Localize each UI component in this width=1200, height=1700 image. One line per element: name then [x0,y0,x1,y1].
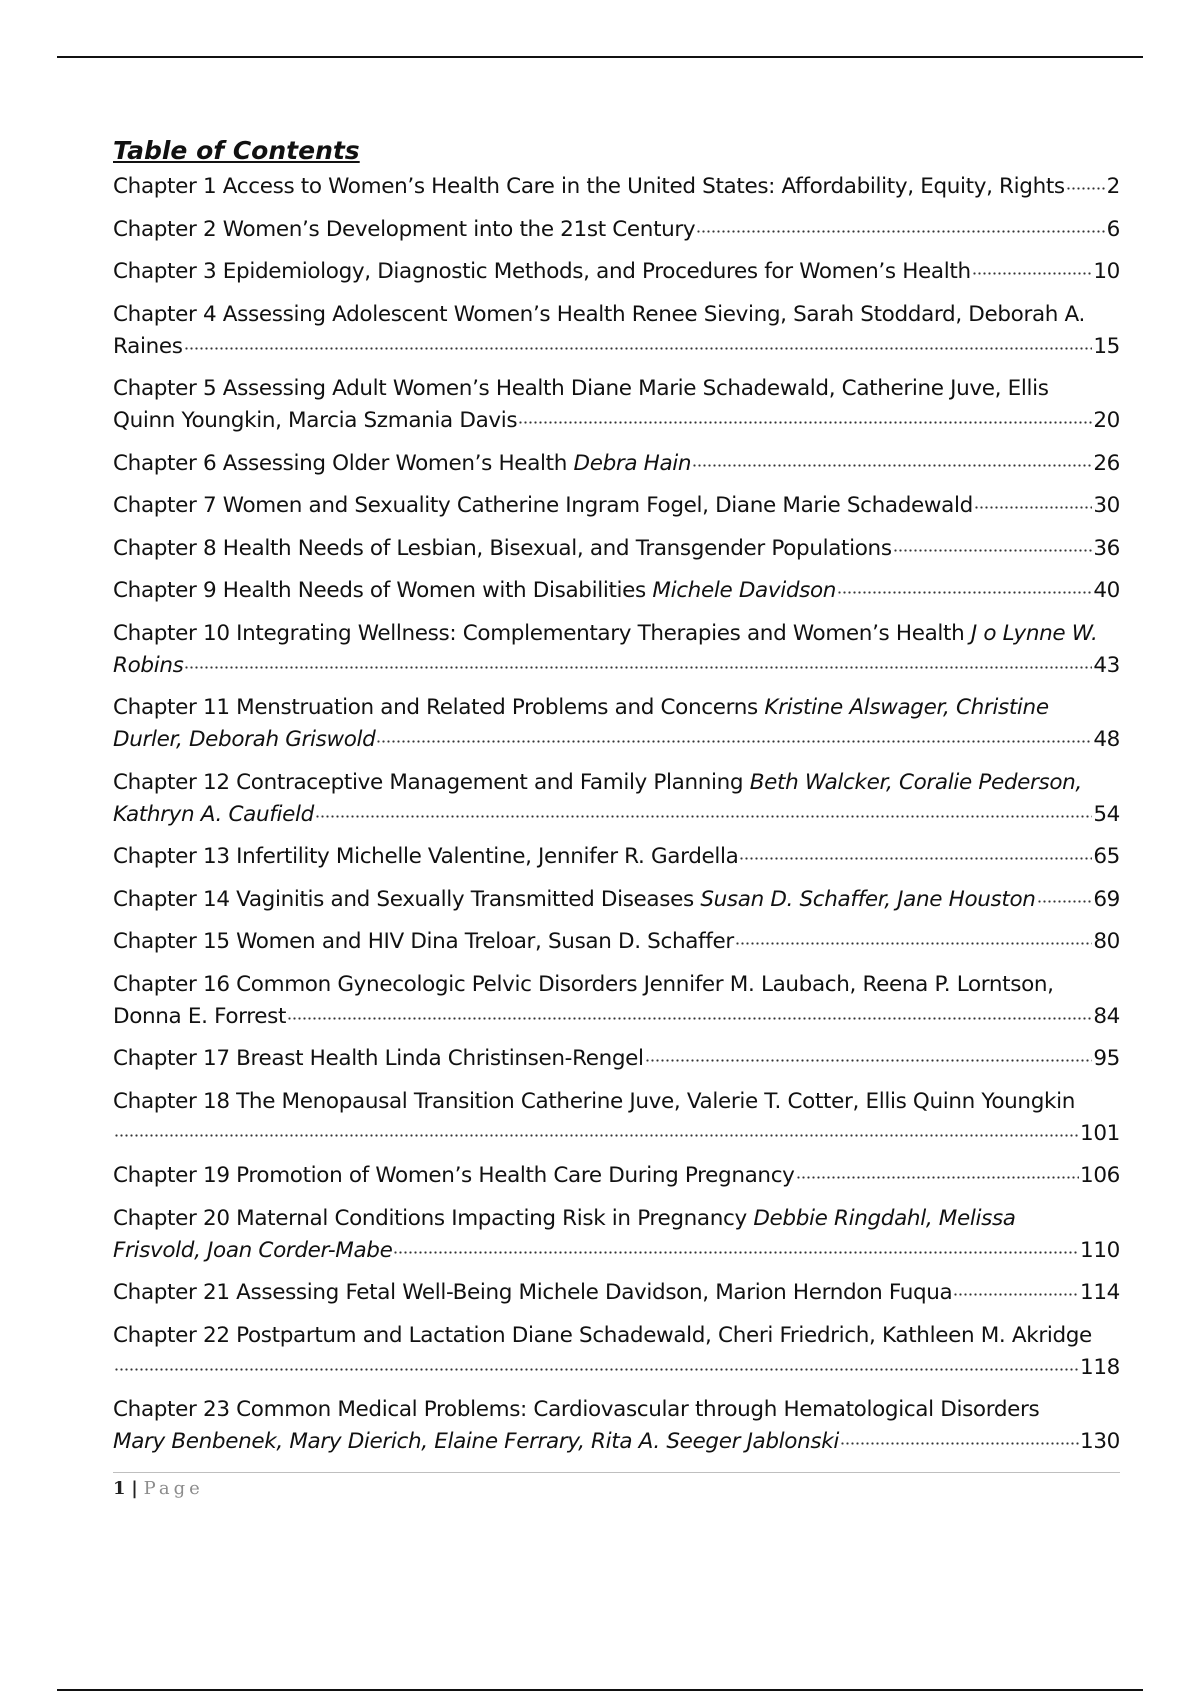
toc-entry [113,1086,1120,1150]
toc-entry-line [113,799,1120,831]
bottom-rule [57,1689,1143,1691]
toc-entry-authors: Frisvold, Joan Corder-Mabe [113,1237,393,1263]
toc-entry-title: Chapter 21 Assessing Fetal Well-Being Michele Davidson, Marion Herndon Fuqua [113,1280,953,1305]
toc-entry-line [113,1118,1120,1150]
toc-entry-line [113,1277,1120,1309]
dot-leader [1066,186,1106,191]
toc-container [113,136,1120,1469]
toc-entry-title: Chapter 4 Assessing Adolescent Women’s Health Renee Sieving, Sarah Stoddard, Deborah A. [113,301,1086,327]
toc-entry-authors: Debbie Ringdahl, Melissa [753,1205,1016,1231]
toc-entry-page: 106 [1080,1163,1120,1188]
toc-entry-authors: Mary Benbenek, Mary Dierich, Elaine Ferrary, Rita A. Seeger Jablonski [113,1429,839,1454]
toc-entry [113,767,1120,831]
toc-entry [113,884,1120,916]
toc-entry-page: 101 [1080,1120,1120,1146]
toc-entry-authors: Kathryn A. Caufield [113,801,314,827]
toc-entry [113,373,1120,437]
toc-entry-line [113,618,1120,650]
toc-entry-line [113,171,1120,203]
toc-entry [113,618,1120,682]
toc-entry-line [113,1320,1120,1352]
toc-entry-page: 20 [1093,408,1120,433]
dot-leader [796,1175,1079,1180]
toc-entry [113,926,1120,958]
toc-entry [113,1277,1120,1309]
dot-leader [972,271,1093,276]
toc-entry-authors: Michele Davidson [652,578,837,603]
toc-entry-line [113,724,1120,756]
toc-entry-page: 30 [1093,493,1120,518]
page-label: Page [143,1478,204,1499]
dot-leader [518,420,1092,425]
dot-leader [645,1058,1093,1063]
dot-leader [837,590,1092,595]
toc-entry-page: 6 [1106,216,1120,242]
toc-entry-line [113,767,1120,799]
page-footer [113,1472,1120,1499]
toc-entry-authors: Susan D. Schaffer, Jane Houston [700,886,1036,912]
toc-entry-line [113,299,1120,331]
toc-entry [113,692,1120,756]
footer-rule [113,1472,1120,1473]
dot-leader [376,739,1092,744]
toc-entry-title: Chapter 7 Women and Sexuality Catherine Ingram Fogel, Diane Marie Schadewald [113,493,973,518]
toc-entry-title: Chapter 2 Women’s Development into the 21st Century [113,216,696,242]
dot-leader [974,505,1092,510]
dot-leader [893,548,1093,553]
toc-entry [113,841,1120,873]
toc-entry-line [113,331,1120,363]
toc-entry-line [113,1160,1120,1192]
toc-entry-continuation: Quinn Youngkin, Marcia Szmania Davis [113,408,518,433]
toc-entry-line [113,1426,1120,1458]
toc-entry-title: Chapter 23 Common Medical Problems: Cardiovascular through Hematological Disorders [113,1397,1040,1422]
dot-leader [114,1367,1079,1372]
toc-entry [113,969,1120,1033]
toc-entry-authors: Debra Hain [573,450,692,476]
toc-entry-line [113,405,1120,437]
toc-entry-line [113,1352,1120,1384]
toc-entry-page: 84 [1093,1003,1120,1029]
toc-entry-line [113,841,1120,873]
toc-entry-line [113,256,1120,288]
toc-entry-authors: Durler, Deborah Griswold [113,727,376,752]
toc-entry-line [113,448,1120,480]
toc-entry-title: Chapter 1 Access to Women’s Health Care in the United States: Affordability, Equity, Rights [113,174,1065,199]
toc-entry-title: Chapter 11 Menstruation and Related Problems and Concerns [113,695,758,720]
toc-entry [113,448,1120,480]
toc-entry-page: 48 [1093,727,1120,752]
toc-entry [113,533,1120,565]
toc-entry-line [113,1086,1120,1118]
toc-entry-page: 26 [1093,450,1120,476]
toc-entry-line [113,533,1120,565]
toc-entry-page: 130 [1080,1429,1120,1454]
dot-leader [287,1016,1092,1021]
toc-entry [113,1320,1120,1384]
dot-leader [315,814,1092,819]
toc-entry-line [113,1235,1120,1267]
toc-entry-continuation: Raines [113,333,183,359]
toc-entry-line [113,575,1120,607]
header-rule [57,56,1143,58]
toc-entry [113,1160,1120,1192]
toc-heading: Table of Contents [113,136,360,165]
toc-entry-page: 54 [1093,801,1120,827]
page-number: 1 [113,1478,126,1499]
toc-entry-title: Chapter 3 Epidemiology, Diagnostic Methods, and Procedures for Women’s Health [113,259,971,284]
toc-entry-page: 10 [1093,259,1120,284]
toc-entry-title: Chapter 8 Health Needs of Lesbian, Bisexual, and Transgender Populations [113,535,892,561]
dot-leader [184,665,1092,670]
toc-entry-title: Chapter 18 The Menopausal Transition Catherine Juve, Valerie T. Cotter, Ellis Quinn Youngkin [113,1088,1075,1114]
toc-entry-title: Chapter 12 Contraceptive Management and Family Planning [113,769,744,795]
toc-entry-title: Chapter 19 Promotion of Women’s Health Care During Pregnancy [113,1163,795,1188]
toc-entry-line [113,214,1120,246]
toc-entry-authors: Beth Walcker, Coralie Pederson, [749,769,1082,795]
toc-entry [113,1043,1120,1075]
toc-entry-line [113,490,1120,522]
toc-entry-line [113,969,1120,1001]
toc-entry [113,214,1120,246]
dot-leader [184,346,1093,351]
toc-entry-line [113,373,1120,405]
toc-entry-line [113,650,1120,682]
toc-entry-page: 114 [1080,1280,1120,1305]
toc-entry-line [113,1043,1120,1075]
toc-entry [113,1394,1120,1458]
toc-entry-continuation: Donna E. Forrest [113,1003,287,1029]
toc-entry-page: 95 [1093,1046,1120,1071]
toc-entry [113,490,1120,522]
toc-entry-page: 69 [1093,886,1120,912]
dot-leader [692,463,1092,468]
toc-entry-page: 110 [1080,1237,1120,1263]
dot-leader [840,1441,1079,1446]
toc-entry-title: Chapter 10 Integrating Wellness: Complementary Therapies and Women’s Health [113,620,965,646]
toc-entry-title: Chapter 5 Assessing Adult Women’s Health Diane Marie Schadewald, Catherine Juve, Ellis [113,376,1049,401]
toc-entry-title: Chapter 14 Vaginitis and Sexually Transmitted Diseases [113,886,694,912]
toc-entry-authors: Robins [113,652,184,678]
toc-entry-line [113,1203,1120,1235]
dot-leader [739,856,1092,861]
toc-entry-page: 43 [1093,652,1120,678]
toc-entry-title: Chapter 15 Women and HIV Dina Treloar, Susan D. Schaffer [113,929,734,954]
toc-entry-line [113,692,1120,724]
toc-entry-title: Chapter 6 Assessing Older Women’s Health [113,450,567,476]
toc-entry-authors: Kristine Alswager, Christine [764,695,1049,720]
dot-leader [1037,899,1093,904]
toc-entry-page: 118 [1080,1354,1120,1380]
dot-leader [696,229,1105,234]
toc-entry [113,299,1120,363]
toc-entry-line [113,1001,1120,1033]
toc-entry-page: 36 [1093,535,1120,561]
toc-entry-title: Chapter 22 Postpartum and Lactation Diane Schadewald, Cheri Friedrich, Kathleen M. Akridge [113,1322,1092,1348]
toc-entry-page: 2 [1106,174,1120,199]
toc-entry-title: Chapter 13 Infertility Michelle Valentine, Jennifer R. Gardella [113,844,739,869]
page-separator: | [131,1478,138,1499]
toc-entry-line [113,1394,1120,1426]
toc-entry-line [113,884,1120,916]
toc-entry [113,171,1120,203]
toc-entry [113,256,1120,288]
toc-entry [113,575,1120,607]
toc-entry-authors: J o Lynne W. [970,620,1098,646]
toc-entry-title: Chapter 17 Breast Health Linda Christinsen-Rengel [113,1046,644,1071]
dot-leader [953,1292,1079,1297]
toc-entry [113,1203,1120,1267]
dot-leader [735,941,1092,946]
dot-leader [114,1133,1079,1138]
toc-entry-page: 40 [1093,578,1120,603]
toc-entry-page: 15 [1093,333,1120,359]
toc-entry-page: 80 [1093,929,1120,954]
dot-leader [393,1250,1079,1255]
toc-entry-page: 65 [1093,844,1120,869]
toc-entry-title: Chapter 9 Health Needs of Women with Disabilities [113,578,646,603]
toc-entry-line [113,926,1120,958]
toc-entry-title: Chapter 16 Common Gynecologic Pelvic Disorders Jennifer M. Laubach, Reena P. Lorntson, [113,971,1054,997]
page-indicator [113,1478,1120,1499]
toc-entry-title: Chapter 20 Maternal Conditions Impacting Risk in Pregnancy [113,1205,747,1231]
toc-list [113,171,1120,1458]
